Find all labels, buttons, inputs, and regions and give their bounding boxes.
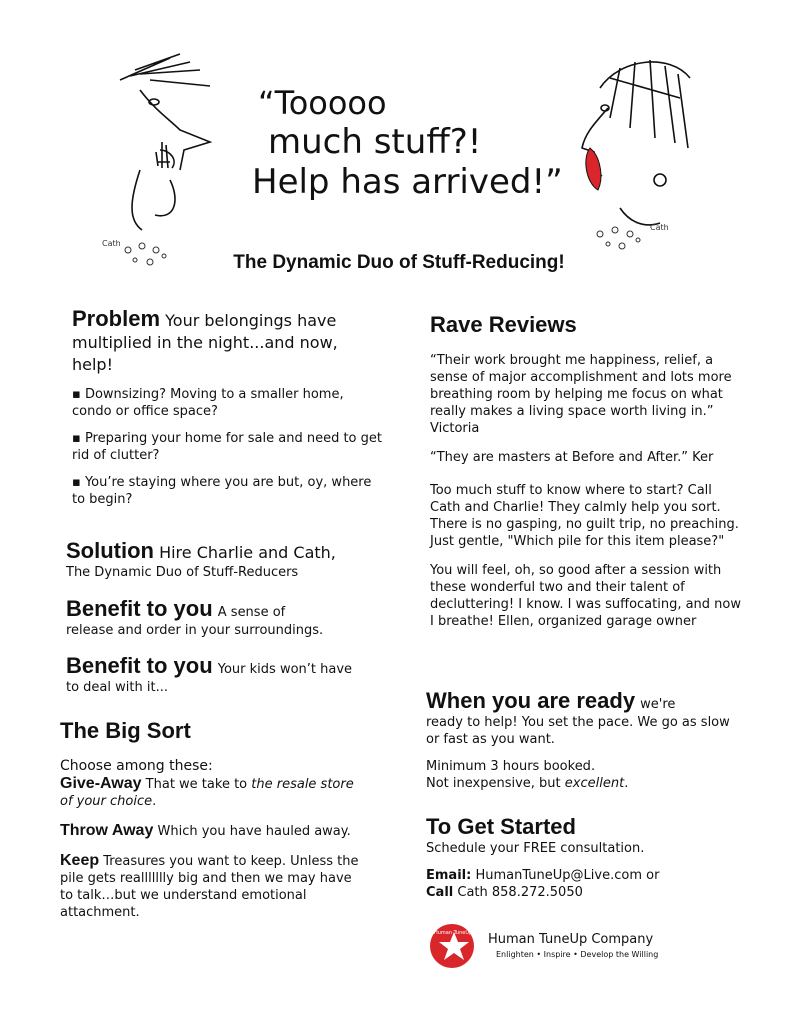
tagline: The Dynamic Duo of Stuff-Reducing! [233, 252, 565, 273]
solution-sub: The Dynamic Duo of Stuff-Reducers [66, 565, 299, 580]
email-address[interactable]: HumanTuneUp@Live.com or [475, 868, 660, 883]
cost-end: . [624, 776, 629, 791]
headline-line-3: Help has arrived!” [252, 162, 563, 202]
giveaway-end: . [152, 794, 157, 809]
problem-section [72, 308, 382, 508]
giveaway-text: That we take to [145, 777, 248, 792]
reviews-heading: Rave Reviews [430, 312, 577, 337]
headline-line-1: “Tooooo [258, 84, 387, 122]
problem-bullet-3: ▪ You’re staying where you are but, oy, where to begin? [72, 475, 372, 507]
giveaway-label: Give-Away [60, 775, 142, 792]
company-logo [424, 920, 484, 972]
problem-bullet-1: ▪ Downsizing? Moving to a smaller home, condo or office space? [72, 387, 344, 419]
signature-left: Cath [102, 239, 121, 248]
woman-cartoon-illustration [560, 48, 710, 268]
benefit-2-sub: to deal with it... [66, 680, 168, 695]
big-sort-section [60, 718, 360, 921]
solution-lead: Hire Charlie and Cath, [159, 543, 336, 562]
review-4: You will feel, oh, so good after a session with these wonderful two and their talent of decluttering! I know. I was suffocating, and now I breathe! Ellen, organized garage owner [430, 563, 742, 629]
big-sort-heading: The Big Sort [60, 718, 191, 743]
cost-text: Not inexpensive, but [426, 776, 561, 791]
get-started-section [426, 814, 746, 901]
benefit-2-lead: Your kids won’t have [217, 662, 353, 677]
call-label: Call [426, 885, 454, 900]
benefit-1-lead: A sense of [217, 605, 286, 620]
solution-heading: Solution [66, 538, 154, 563]
review-2: “They are masters at Before and After.” Ker [430, 450, 714, 465]
man-cartoon-illustration [100, 50, 250, 280]
cost-italic: excellent [564, 776, 625, 791]
email-label: Email: [426, 868, 472, 883]
keep-label: Keep [60, 852, 100, 869]
get-started-text: Schedule your FREE consultation. [426, 841, 645, 856]
ready-section [426, 690, 746, 792]
phone-number[interactable]: Cath 858.272.5050 [457, 885, 583, 900]
ready-text: ready to help! You set the pace. We go as slow or fast as you want. [426, 715, 730, 747]
review-1: “Their work brought me happiness, relief, a sense of major accomplishment and lots more breathing room by helping me focus on what really makes a living space worth living in.” Victoria [430, 353, 732, 436]
benefit-1-heading: Benefit to you [66, 596, 213, 621]
ready-lead: we're [640, 697, 676, 712]
benefit-2-section [66, 655, 386, 696]
problem-lead: Your belongings have multiplied in the night...and now, help! [72, 311, 338, 374]
throw-away-label: Throw Away [60, 822, 154, 839]
big-sort-intro: Choose among these: [60, 758, 213, 774]
keep-text: Treasures you want to keep. Unless the pile gets reallllllly big and then we may have to talk…but we understand emotional attachment. [60, 854, 359, 920]
solution-section [66, 540, 386, 581]
benefit-2-heading: Benefit to you [66, 653, 213, 678]
company-slogan: Enlighten • Inspire • Develop the Willing [496, 950, 659, 959]
headline-quote [252, 84, 572, 202]
giveaway-italic: the resale store of your choice [60, 777, 354, 809]
ready-heading: When you are ready [426, 688, 636, 713]
get-started-heading: To Get Started [426, 814, 576, 839]
reviews-section [430, 312, 746, 630]
company-name: Human TuneUp Company [488, 932, 654, 947]
benefit-1-sub: release and order in your surroundings. [66, 623, 324, 638]
logo-text: Human TuneUp [434, 930, 473, 936]
minimum-hours: Minimum 3 hours booked. [426, 759, 596, 774]
signature-right: Cath [650, 223, 669, 232]
problem-heading: Problem [72, 306, 161, 331]
headline-line-2: much stuff?! [268, 122, 482, 162]
problem-bullet-2: ▪ Preparing your home for sale and need to get rid of clutter? [72, 431, 382, 463]
throw-away-text: Which you have hauled away. [157, 824, 351, 839]
review-3: Too much stuff to know where to start? Call Cath and Charlie! They calmly help you sort. There is no gasping, no guilt trip, no preaching. Just gentle, "Which pile for this item please?" [430, 483, 739, 549]
benefit-1-section [66, 598, 386, 639]
